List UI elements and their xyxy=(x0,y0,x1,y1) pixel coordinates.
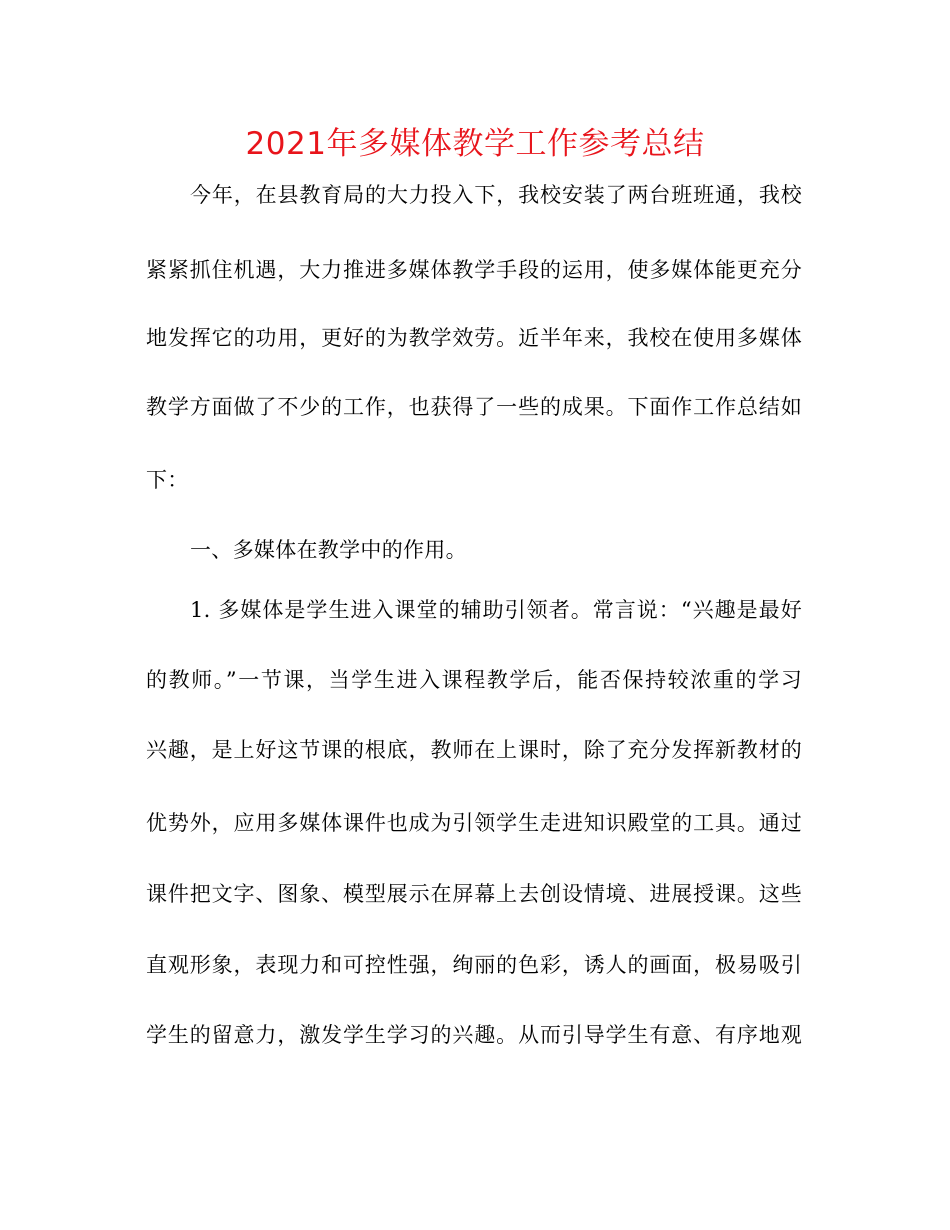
section-heading: 一、多媒体在教学中的作用。 xyxy=(190,538,467,562)
paragraph-line: 1. 多媒体是学生进入课堂的辅助引领者。常言说：“兴趣是最好 xyxy=(190,598,802,622)
paragraph-line: 学生的留意力，激发学生学习的兴趣。从而引导学生有意、有序地观 xyxy=(146,1023,802,1047)
paragraph-line: 课件把文字、图象、模型展示在屏幕上去创设情境、进展授课。这些 xyxy=(146,882,802,906)
paragraph-line: 的教师。”一节课，当学生进入课程教学后，能否保持较浓重的学习 xyxy=(146,668,802,692)
document-title: 2021年多媒体教学工作参考总结 xyxy=(245,126,705,162)
paragraph-line: 紧紧抓住机遇，大力推进多媒体教学手段的运用，使多媒体能更充分 xyxy=(146,258,802,282)
paragraph-line: 下： xyxy=(146,468,189,492)
paragraph-line: 今年，在县教育局的大力投入下，我校安装了两台班班通，我校 xyxy=(190,183,802,207)
paragraph-line: 教学方面做了不少的工作，也获得了一些的成果。下面作工作总结如 xyxy=(146,395,802,419)
paragraph-line: 地发挥它的功用，更好的为教学效劳。近半年来，我校在使用多媒体 xyxy=(146,326,802,350)
paragraph-line: 直观形象，表现力和可控性强，绚丽的色彩，诱人的画面，极易吸引 xyxy=(146,953,802,977)
paragraph-line: 优势外，应用多媒体课件也成为引领学生走进知识殿堂的工具。通过 xyxy=(146,811,802,835)
paragraph-line: 兴趣，是上好这节课的根底，教师在上课时，除了充分发挥新教材的 xyxy=(146,738,802,762)
